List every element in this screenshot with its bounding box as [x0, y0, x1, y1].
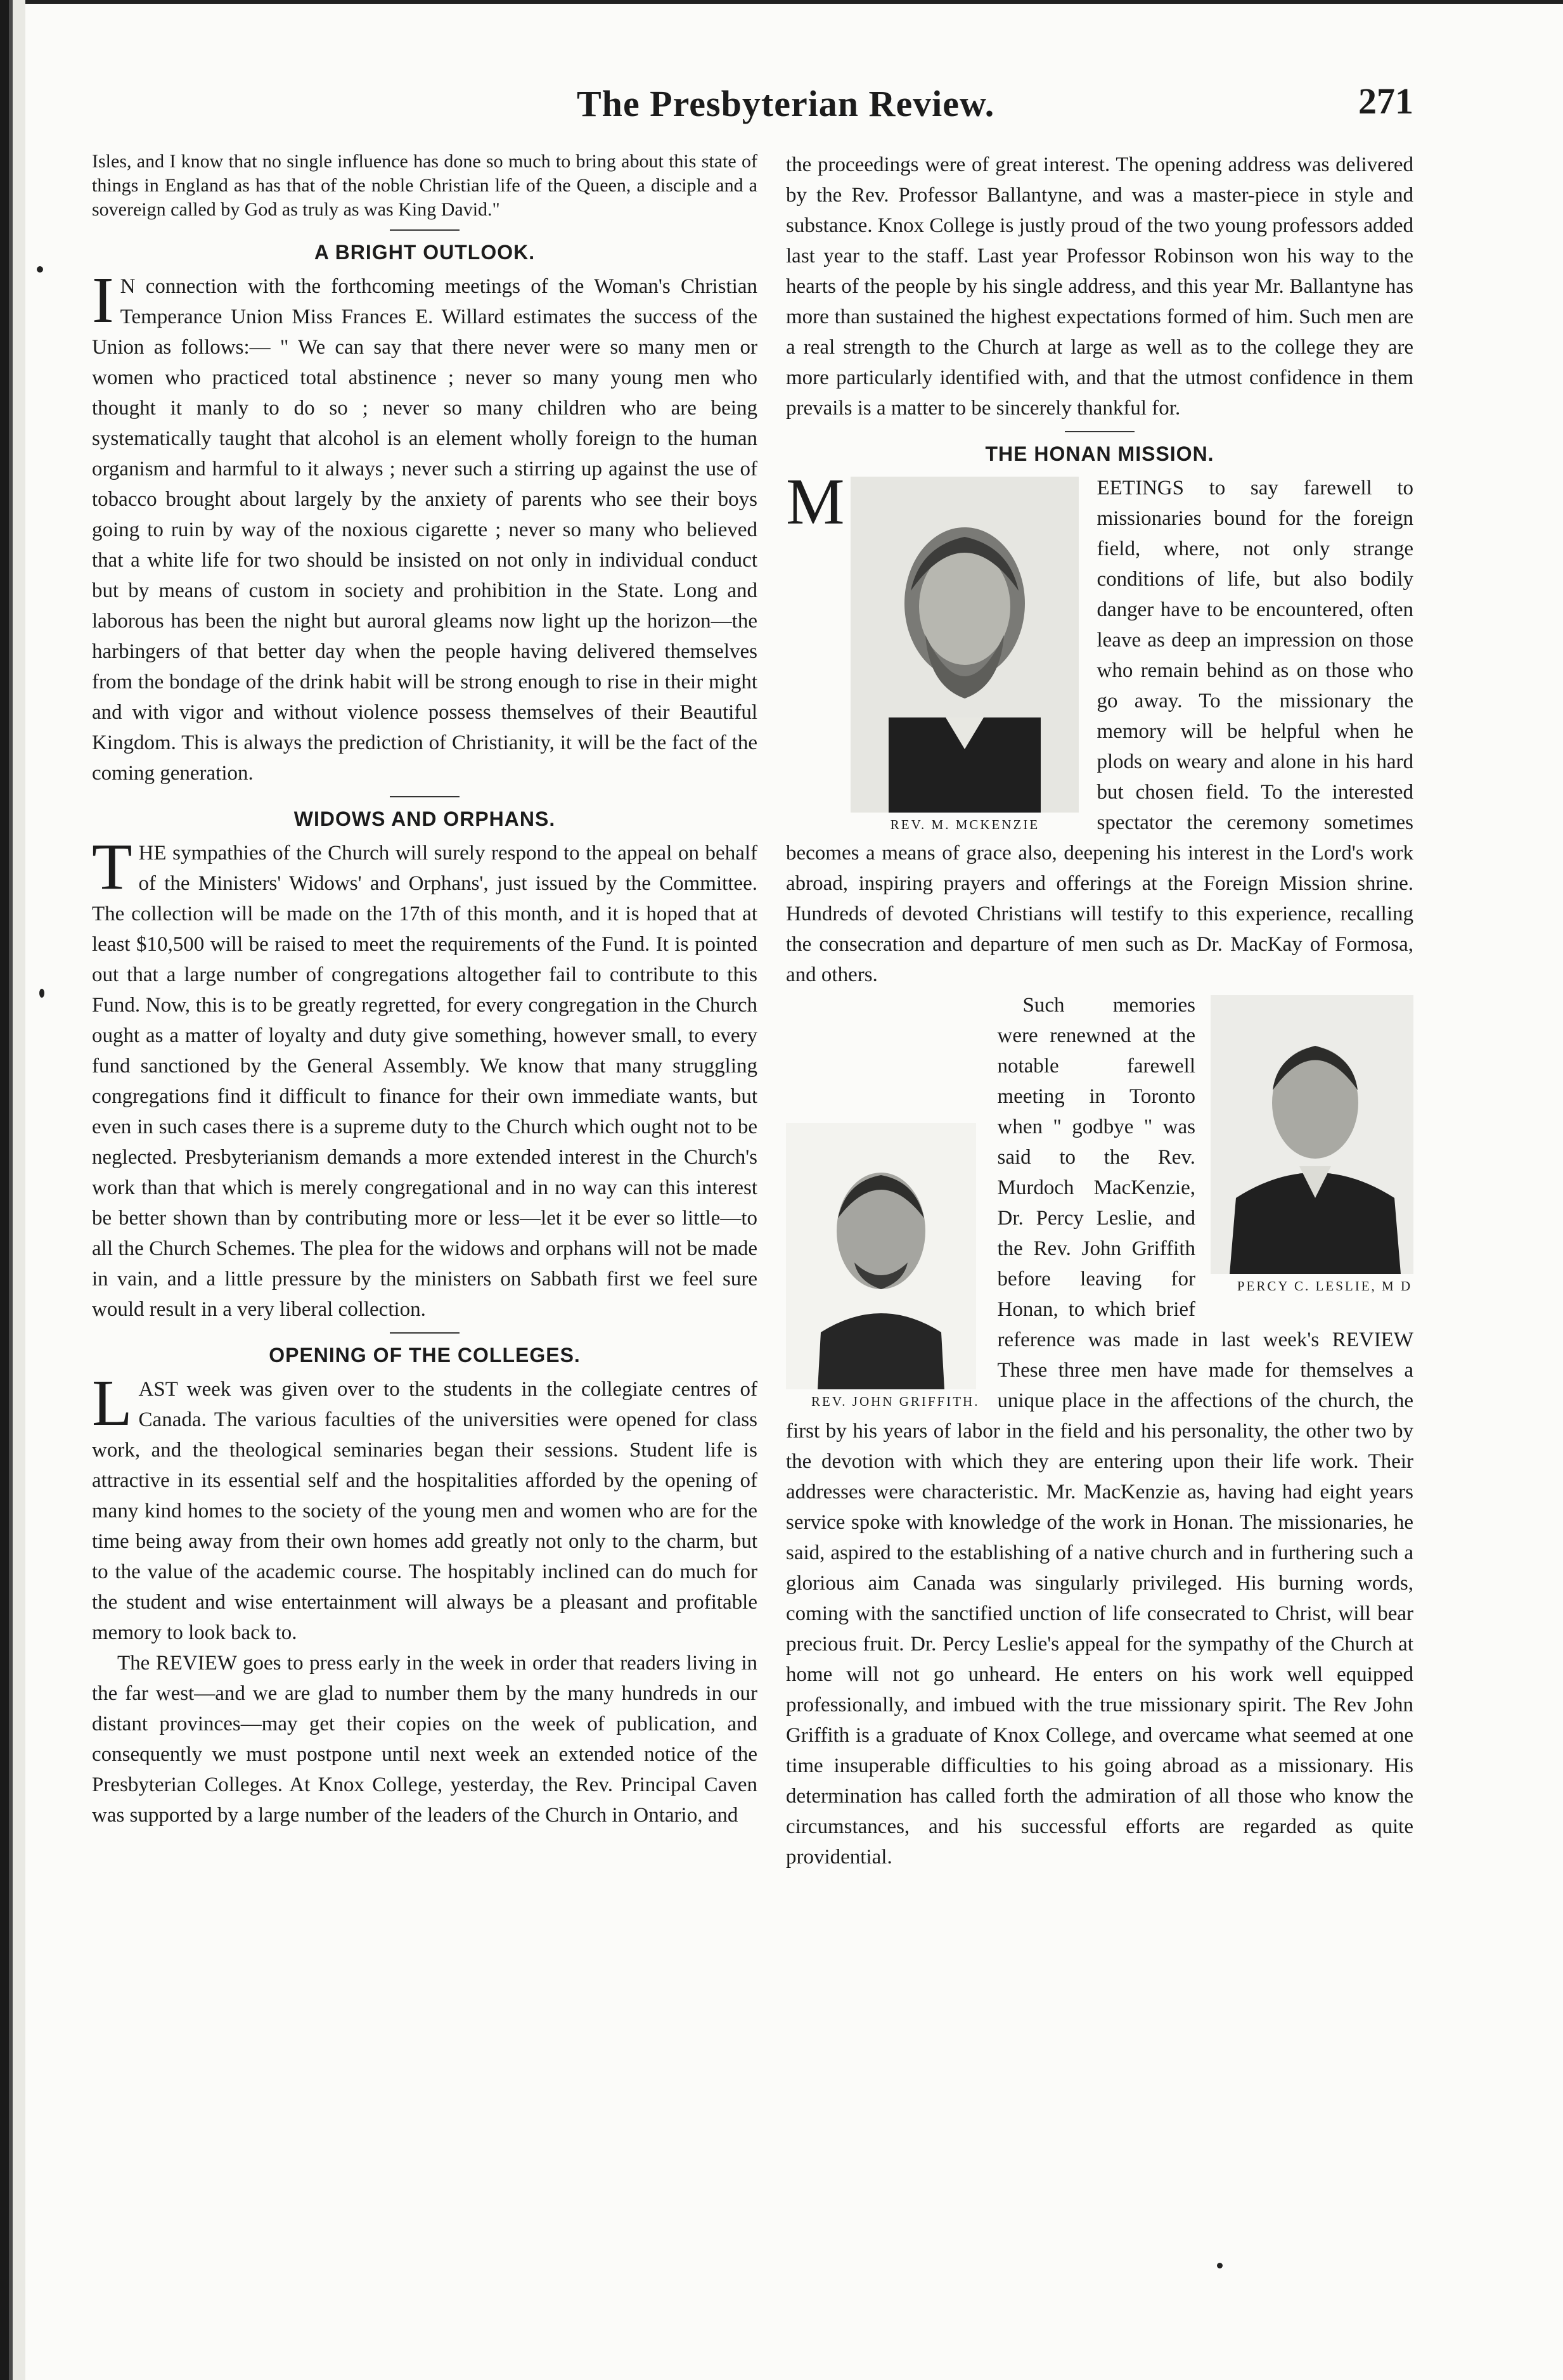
- article-body: Such memories were renewned at the notable farewell meeting in Toronto when " godbye " was said to the Rev. Murdoch MacKenzie, Dr. Percy Leslie, and the Rev. John Griffith before leaving for Honan, to which brief reference was made in last week's REVIEW These three men have made for themselves a unique place in the affections of the church, the first by his years of labor in the field and his personality, the other two by the devotion with which they are entering upon their life work. Their addresses were characteristic. Mr. MacKenzie as, having had eight years service spoke with knowledge of the work in Honan. The missionaries, he said, aspired to the establishing of a native church and in furthering such a glorious aim Canada was singularly privileged. His burning words, coming with the sanctified unction of life consecrated to Christ, will bear precious fruit. Dr. Percy Leslie's appeal for the sympathy of the Church at home will not go unheard. He enters on his work well equipped professionally, and imbued with the true missionary spirit. The Rev John Griffith is a graduate of Knox College, and overcame what seemed at one time insuperable difficulties to his going abroad as a missionary. His determination has called forth the admiration of all those who know the circumstances, and his successful efforts are regarded as quite providential.: [786, 994, 1413, 1869]
- portrait-griffith: [786, 1123, 979, 1411]
- article-honan-continued: [786, 990, 1413, 1872]
- article-bright-outlook: [92, 264, 757, 788]
- right-column: [786, 150, 1413, 1872]
- portrait-caption: REV. M. MCKENZIE: [890, 817, 1040, 832]
- page-number: 271: [1358, 80, 1413, 122]
- portrait-image: [1211, 995, 1413, 1274]
- left-column: [92, 150, 757, 1830]
- section-heading-honan-mission: THE HONAN MISSION.: [786, 431, 1413, 469]
- drop-cap: L: [92, 1367, 132, 1439]
- portrait-image: [786, 1123, 976, 1389]
- running-title: The Presbyterian Review.: [577, 83, 995, 124]
- scan-speck: [1217, 2263, 1223, 2268]
- intro-paragraph: Isles, and I know that no single influence has done so much to bring about this state of things in England as has that of the noble Christian life of the Queen, a disciple and a sovereign called by God as truly as was King David.": [92, 151, 757, 220]
- scan-speck: [37, 266, 43, 273]
- section-heading-bright-outlook: A BRIGHT OUTLOOK.: [92, 229, 757, 267]
- portrait-leslie: [1211, 995, 1413, 1296]
- section-heading-widows-orphans: WIDOWS AND ORPHANS.: [92, 796, 757, 834]
- portrait-mckenzie: [851, 477, 1079, 834]
- scan-top-edge: [0, 0, 1563, 4]
- article-colleges: [92, 1367, 757, 1648]
- article-body: AST week was given over to the students in the collegiate centres of Canada. The various faculties of the universities were opened for class work, and the theological seminaries began their sessions. Student life is attractive in its essential self and the hospitalities afforded by the opening of many kind homes to the society of the young men and women who are for the time being away from their own homes add greatly not only to the charm, but to the value of the academic course. The hospitably inclined can do much for the student and wise entertainment will always be a pleasant and profitable memory to look back to.: [92, 1378, 757, 1644]
- section-heading-colleges: OPENING OF THE COLLEGES.: [92, 1332, 757, 1370]
- portrait-caption: PERCY C. LESLIE, M D: [1237, 1278, 1413, 1294]
- scan-binding-edge: [0, 0, 25, 2380]
- article-widows-orphans: [92, 830, 757, 1325]
- article-colleges-continued: The REVIEW goes to press early in the week in order that readers living in the far west—and we are glad to number them by the many hundreds in our distant provinces—may get their copies on the week of publication, and consequently we must postpone until next week an extended notice of the Presbyterian Colleges. At Knox College, yesterday, the Rev. Principal Caven was supported by a large number of the leaders of the Church in Ontario, and: [92, 1652, 757, 1827]
- portrait-image: [851, 477, 1079, 813]
- drop-cap: M: [786, 465, 845, 538]
- article-body: HE sympathies of the Church will surely respond to the appeal on behalf of the Ministers' Widows' and Orphans', just issued by the Committee. The collection will be made on the 17th of this month, and it is hoped that at least $10,500 will be raised to meet the requirements of the Fund. It is pointed out that a large number of congregations altogether fail to contribute to this Fund. Now, this is to be greatly regretted, for every congregation in the Church ought as a matter of loyalty and duty give something, however small, to every fund sanctioned by the General Assembly. We know that many struggling congregations find it difficult to finance for their own immediate wants, but even in such cases there is a supreme duty to the Church which ought not to be neglected. Presbyterianism demands a more extended interest in the Church's work than that which is merely congregational and in no way can this interest be better shown than by contributing more or less—let it be ever so little—to all the Church Schemes. The plea for the widows and orphans will not be made in vain, and a little pressure by the ministers on Sabbath first we feel sure would result in a very liberal collection.: [92, 842, 757, 1321]
- article-colleges-end: the proceedings were of great interest. The opening address was delivered by the Rev. Professor Ballantyne, and was a master-piece in style and substance. Knox College is justly proud of the two young professors added last year to the staff. Last year Professor Robinson won his way to the hearts of the people by his single address, and this year Mr. Ballantyne has more than sustained the highest expectations formed of him. Such men are a real strength to the Church at large as well as to the college they are more particularly identified with, and that the utmost confidence in them prevails is a matter to be sincerely thankful for.: [786, 153, 1413, 420]
- portrait-caption: REV. JOHN GRIFFITH.: [811, 1394, 980, 1409]
- drop-cap: I: [92, 264, 114, 337]
- drop-cap: T: [92, 830, 132, 903]
- article-body: N connection with the forthcoming meetings of the Woman's Christian Temperance Union Miss Frances E. Willard estimates the success of the Union as follows:— " We can say that there never were so many men or women who practiced total abstinence ; never so many young men who thought it manly to do so ; never so many children who are being systematically taught that alcohol is an element wholly foreign to the human organism and harmful to it always ; never such a stirring up against the use of tobacco brought about largely by the anxiety of parents who see their boys going to ruin by way of the noxious cigarette ; never so many who believed that a white life for two should be insisted on not only in individual conduct but by means of custom in society and prohibition in the State. Long and laborous has been the night but auroral gleams now light up the horizon—the harbingers of that better day when the people having delivered themselves from the bondage of the drink habit will be strong enough to rise in their might and with vigor and without violence possess themselves of their Beautiful Kingdom. This is always the prediction of Christianity, it will be the fact of the coming generation.: [92, 275, 757, 785]
- scan-speck: [39, 989, 44, 998]
- article-honan-mission: [786, 465, 1413, 990]
- page-header: [95, 71, 1413, 141]
- article-body: EETINGS to say farewell to missionaries bound for the foreign field, where, not only strange conditions of life, but also bodily danger have to be encountered, often leave as deep an impression on those who remain behind as on those who go away. To the missionary the memory will be helpful when he plods on weary and alone in his hard but chosen field. To the interested spectator the ceremony sometimes becomes a means of grace also, deepening his interest in the Lord's work abroad, inspiring prayers and offerings at the Foreign Mission shrine. Hundreds of devoted Christians will testify to this experience, recalling the consecration and departure of men such as Dr. MacKay of Formosa, and others.: [786, 477, 1413, 986]
